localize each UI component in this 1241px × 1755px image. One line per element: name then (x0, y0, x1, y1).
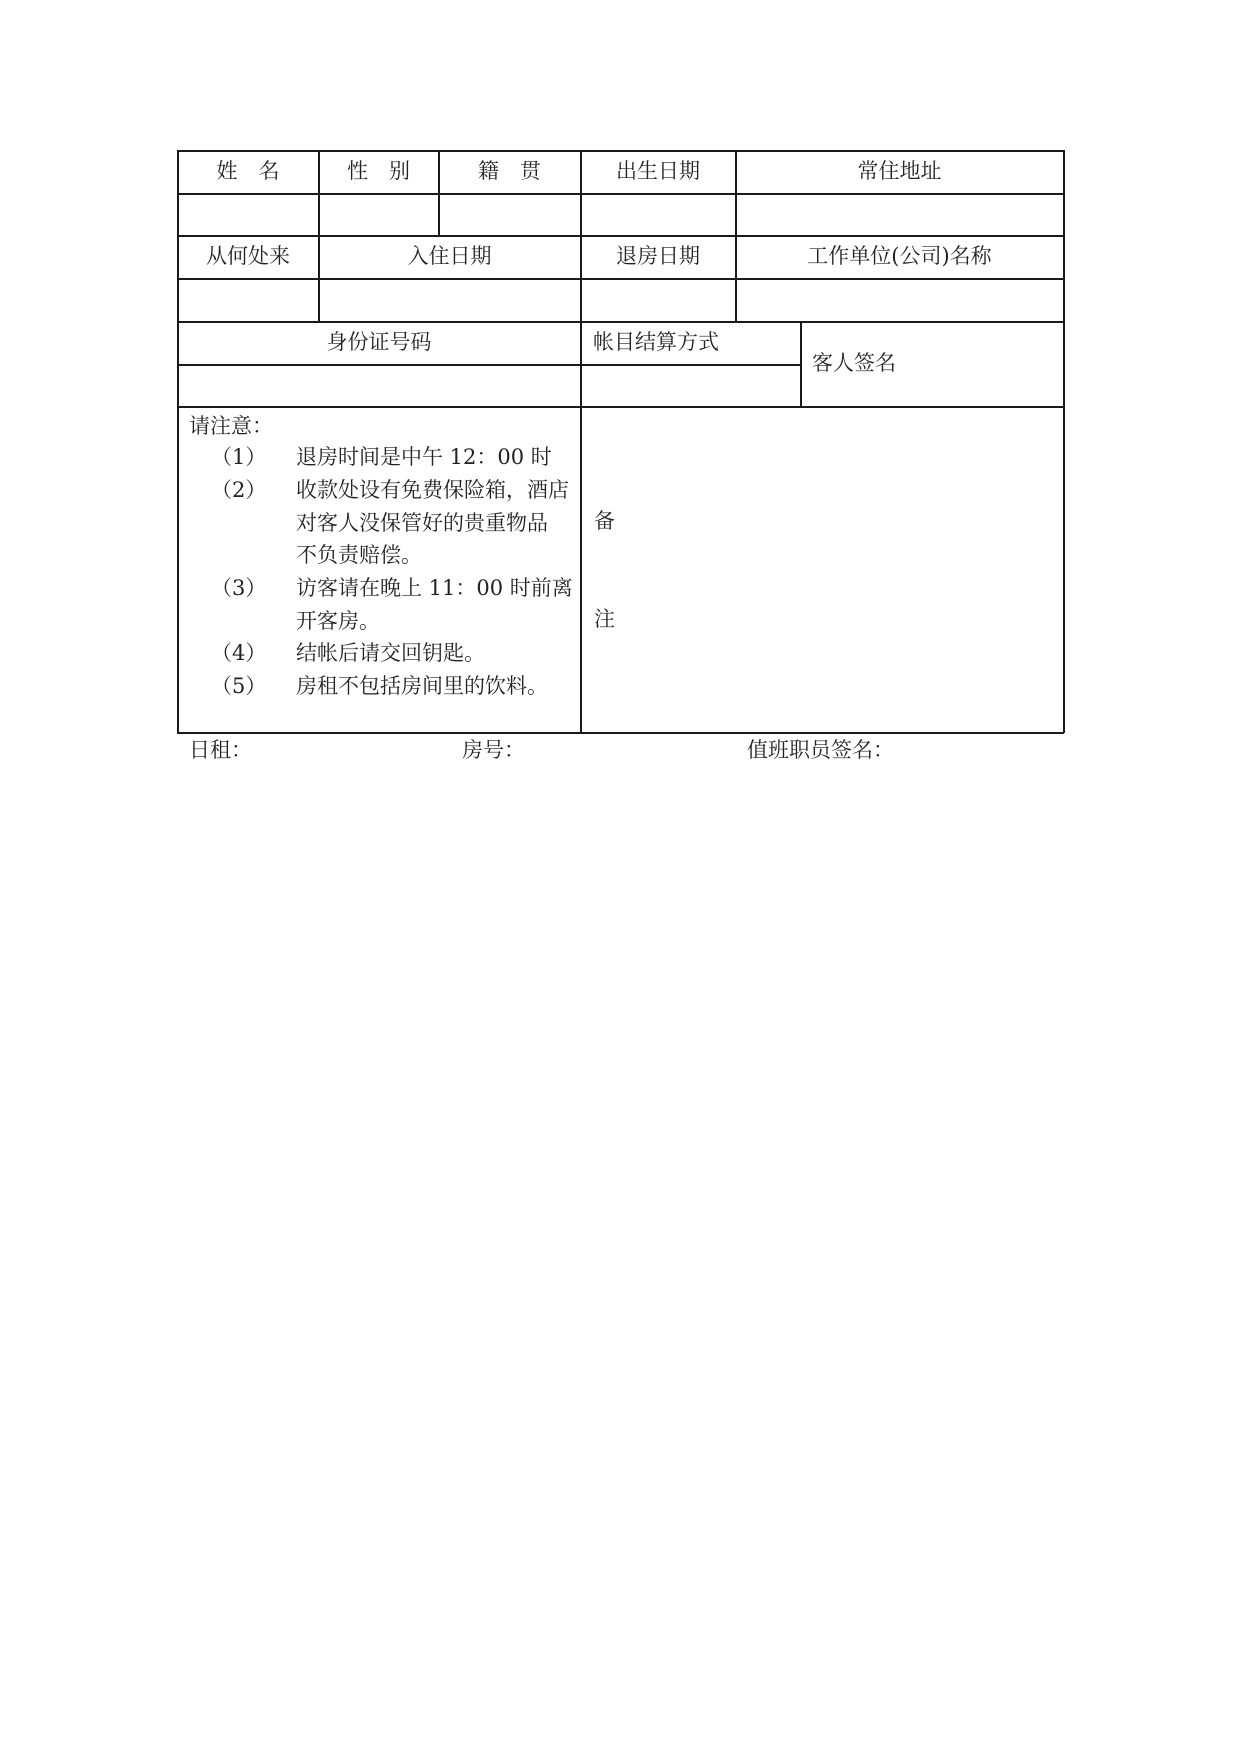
checkout-date-input-cell[interactable] (581, 279, 735, 321)
notice-item-number: （3） (211, 576, 267, 600)
table-border-bottom (177, 732, 1064, 734)
from-header: 从何处来 (206, 244, 290, 268)
employer-header: 工作单位(公司)名称 (807, 244, 992, 268)
origin-input-cell[interactable] (439, 194, 580, 235)
notice-item-number: （4） (211, 641, 267, 665)
clerk-signature-label: 值班职员签名： (747, 738, 894, 762)
name-input-cell[interactable] (178, 194, 318, 235)
notice-item-number: （5） (211, 674, 267, 698)
notice-item-text: 结帐后请交回钥匙。 (296, 641, 485, 665)
notice-item-number: （2） (211, 478, 267, 502)
notice-title: 请注意： (189, 414, 273, 438)
table-border-right (1063, 150, 1065, 733)
remarks-label-char: 注 (594, 607, 615, 631)
name-header: 姓 名 (216, 159, 280, 183)
notice-item-number: （1） (211, 445, 267, 469)
notice-item-text: 访客请在晚上 11：00 时前离 (296, 576, 573, 600)
checkin-date-input-cell[interactable] (319, 279, 580, 321)
checkout-date-header: 退房日期 (616, 244, 700, 268)
remarks-label-char: 备 (594, 509, 615, 533)
address-input-cell[interactable] (736, 194, 1063, 235)
id-number-header: 身份证号码 (326, 330, 432, 354)
notice-item-text: 开客房。 (296, 609, 380, 633)
birth-date-input-cell[interactable] (581, 194, 735, 235)
notice-item-text: 收款处设有免费保险箱，酒店 (296, 478, 569, 502)
address-header: 常住地址 (857, 159, 942, 183)
birth-date-header: 出生日期 (616, 159, 700, 183)
notice-item-text: 房租不包括房间里的饮料。 (296, 674, 548, 698)
notice-item-text: 不负责赔偿。 (296, 543, 422, 567)
guest-signature-label: 客人签名 (812, 351, 896, 375)
gender-header: 性 别 (347, 159, 410, 183)
daily-rate-label: 日租： (189, 738, 252, 762)
remarks-cell[interactable] (581, 407, 1063, 732)
room-number-label: 房号： (462, 738, 525, 762)
billing-method-input-cell[interactable] (581, 365, 800, 406)
guest-signature-cell[interactable] (801, 322, 1063, 406)
id-number-input-cell[interactable] (178, 365, 580, 406)
notice-item-text: 退房时间是中午 12：00 时 (296, 445, 552, 469)
billing-method-header: 帐目结算方式 (593, 330, 719, 354)
checkin-date-header: 入住日期 (407, 244, 492, 268)
from-input-cell[interactable] (178, 279, 318, 321)
gender-input-cell[interactable] (319, 194, 438, 235)
employer-input-cell[interactable] (736, 279, 1063, 321)
notice-item-text: 对客人没保管好的贵重物品 (296, 511, 548, 535)
origin-header: 籍 贯 (478, 159, 541, 183)
